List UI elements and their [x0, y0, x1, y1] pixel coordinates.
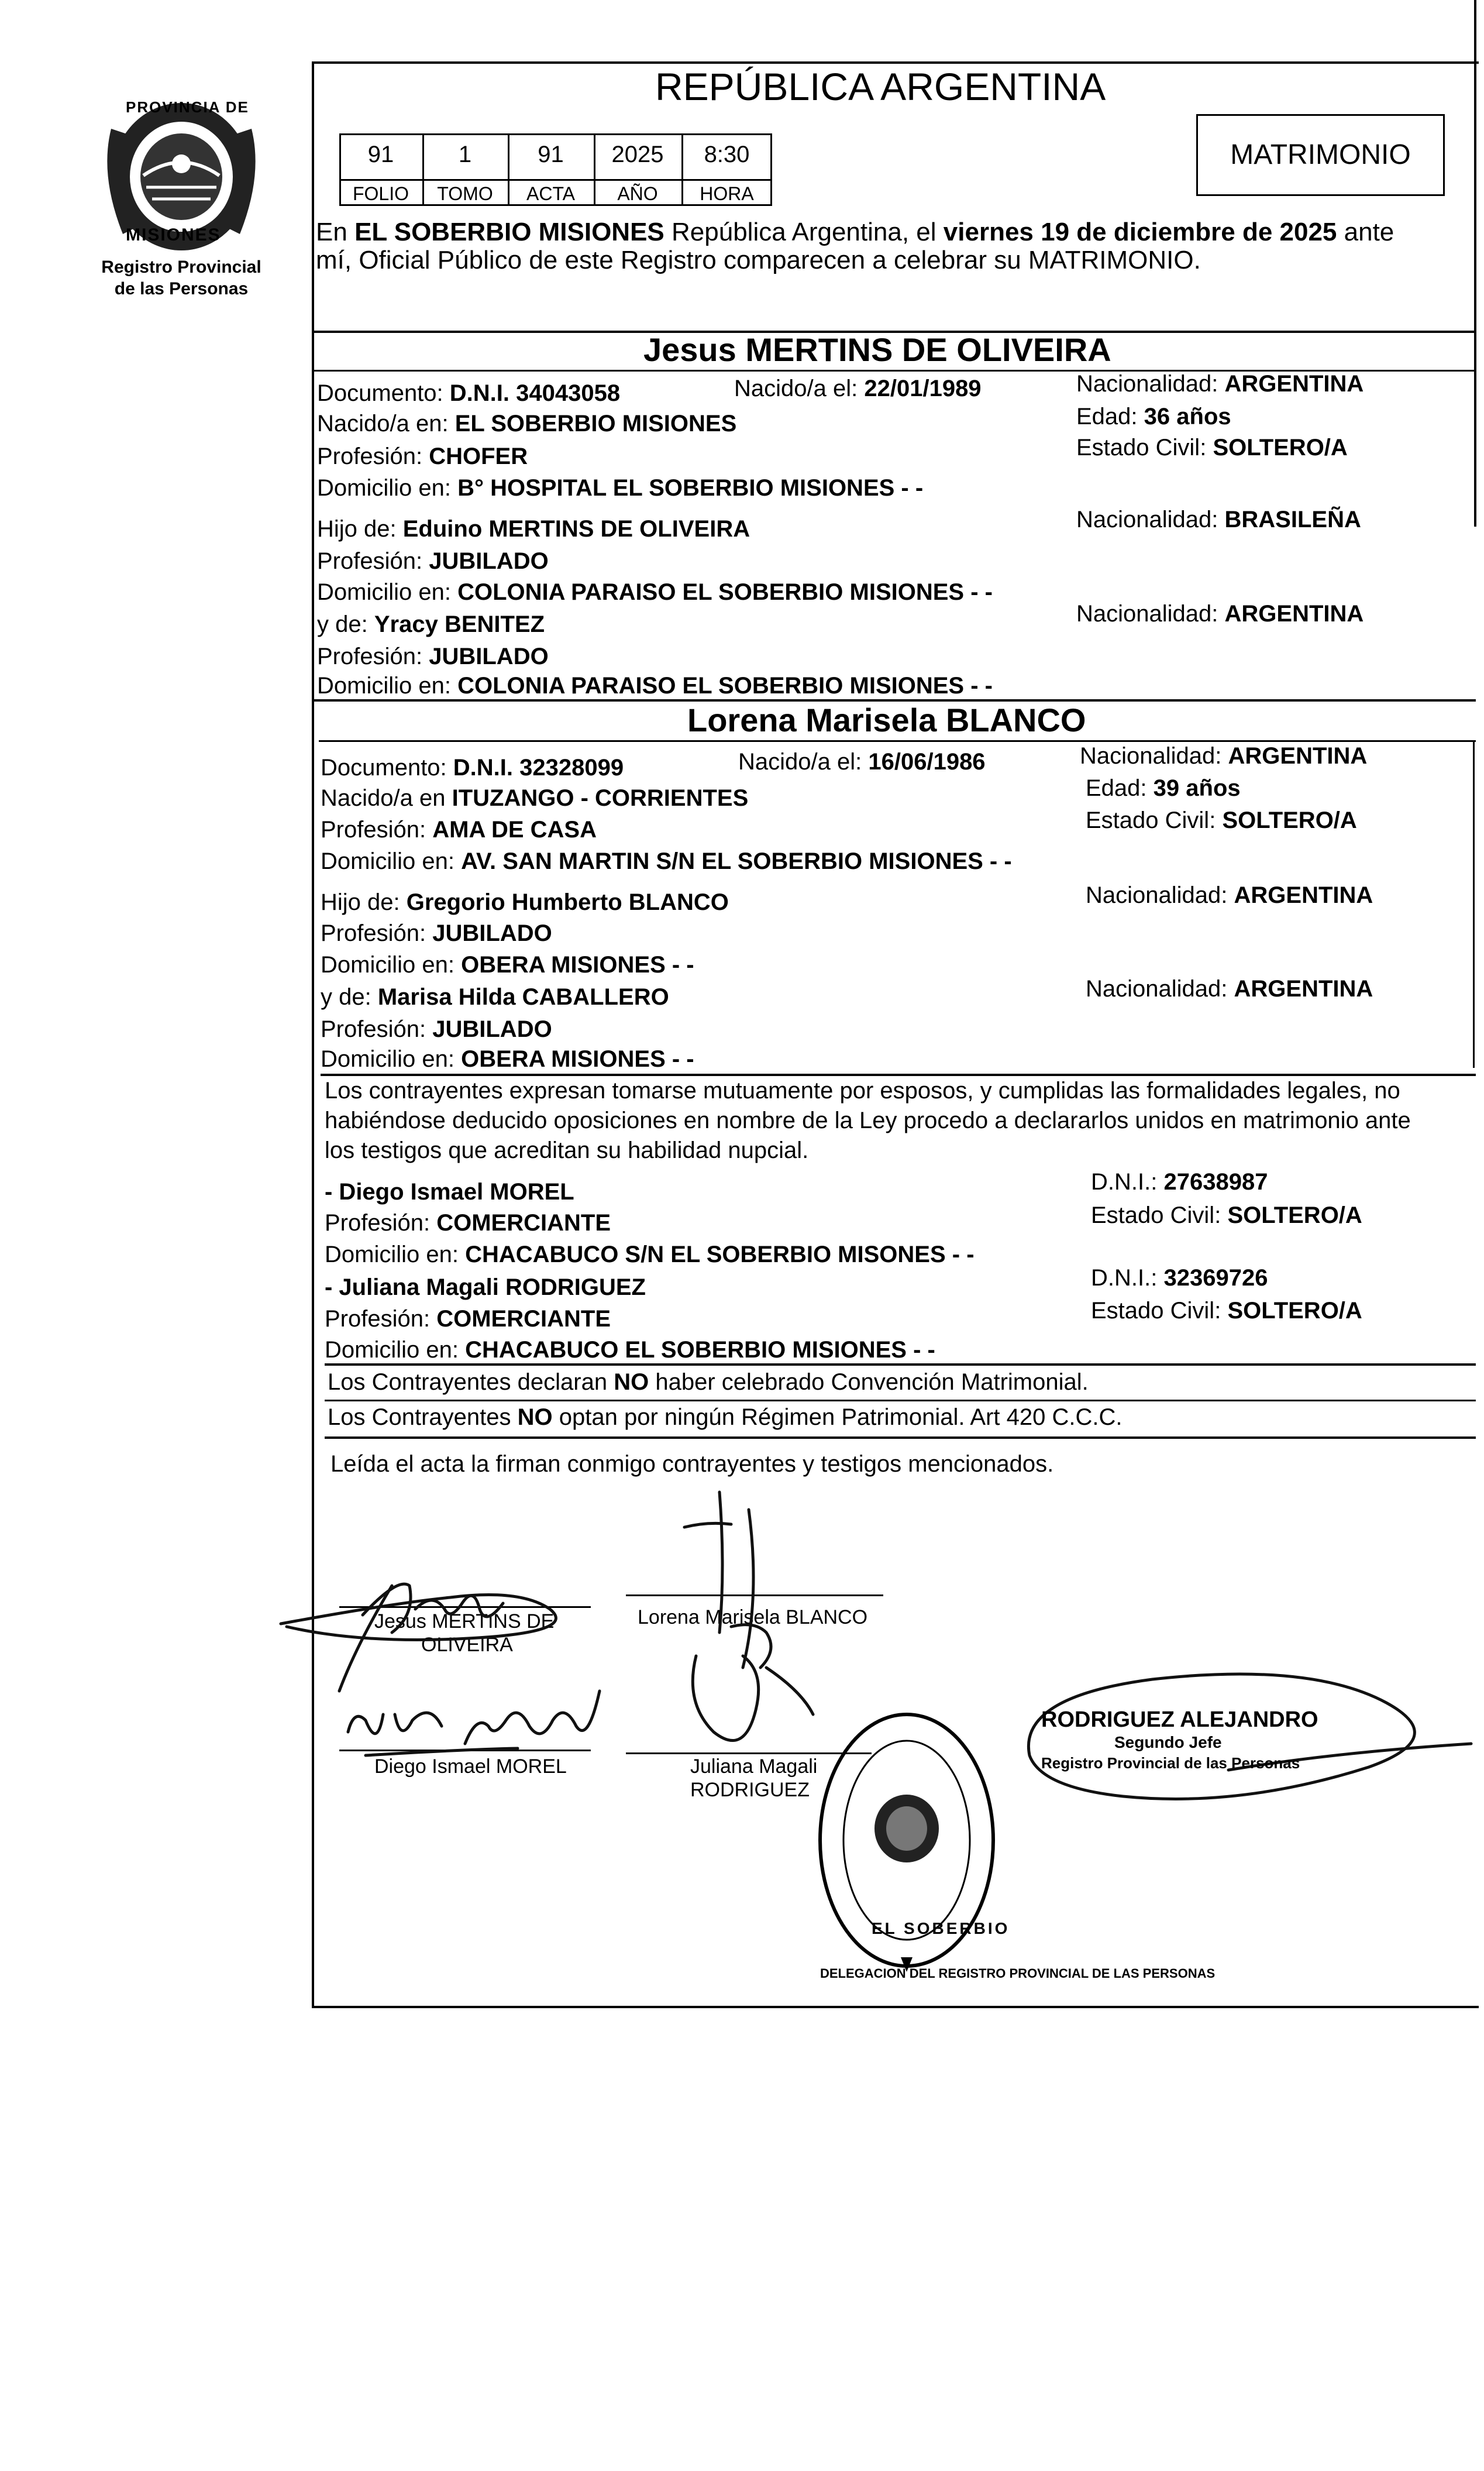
spouse2-father-domicilio: Domicilio en: OBERA MISIONES - - — [321, 952, 694, 978]
declaration-line-2: habiéndose deducido oposiciones en nombre de la Ley procedo a declararlos unidos en matrimonio ante — [325, 1108, 1411, 1133]
witness-2-estado-civil: Estado Civil: SOLTERO/A — [1091, 1298, 1362, 1324]
spouse2-nacionalidad: Nacionalidad: ARGENTINA — [1080, 743, 1368, 769]
signature-1-caption-1: Jesus MERTINS DE — [374, 1610, 555, 1633]
spouse2-father-profesion: Profesión: JUBILADO — [321, 920, 552, 946]
divider — [325, 1363, 1476, 1366]
spouse1-father: Hijo de: Eduino MERTINS DE OLIVEIRA — [317, 516, 750, 542]
logo-top-text: PROVINCIA DE — [126, 98, 249, 116]
intro-place: EL SOBERBIO MISIONES — [354, 218, 664, 246]
page-title: REPÚBLICA ARGENTINA — [655, 65, 1106, 108]
signature-3-handwriting — [342, 1679, 617, 1761]
logo-bottom-text: MISIONES — [126, 225, 221, 245]
logo-caption-1: Registro Provincial — [101, 257, 261, 277]
spouse1-mother-domicilio: Domicilio en: COLONIA PARAISO EL SOBERBIO MISIONES - - — [317, 673, 993, 699]
declaration-line-1: Los contrayentes expresan tomarse mutuamente por esposos, y cumplidas las formalidades legales, no — [325, 1078, 1400, 1104]
intro-line-2: mí, Oficial Público de este Registro comparecen a celebrar su MATRIMONIO. — [316, 246, 1201, 274]
signature-1-handwriting — [275, 1521, 602, 1697]
spouse1-domicilio: Domicilio en: B° HOSPITAL EL SOBERBIO MISIONES - - — [317, 475, 924, 501]
witness-2-profesion: Profesión: COMERCIANTE — [325, 1306, 611, 1332]
intro-line-1 — [316, 218, 1394, 247]
divider — [325, 1400, 1476, 1401]
spouse2-profesion: Profesión: AMA DE CASA — [321, 817, 597, 843]
acta-value: 91 — [538, 142, 564, 167]
divider — [321, 1074, 1476, 1076]
acta-label: ACTA — [526, 183, 575, 204]
official-signature-loop — [1006, 1650, 1474, 1826]
signature-4-caption-1: Juliana Magali — [690, 1755, 818, 1778]
spouse1-profesion: Profesión: CHOFER — [317, 444, 528, 469]
frame-right-border — [1473, 740, 1475, 1068]
convention-line-2: Los Contrayentes NO optan por ningún Régimen Patrimonial. Art 420 C.C.C. — [328, 1404, 1123, 1430]
spouse1-mother-profesion: Profesión: JUBILADO — [317, 644, 549, 669]
witness-1-domicilio: Domicilio en: CHACABUCO S/N EL SOBERBIO MISONES - - — [325, 1242, 975, 1267]
spouse2-mother-profesion: Profesión: JUBILADO — [321, 1016, 552, 1042]
seal-ring-text: DELEGACION DEL REGISTRO PROVINCIAL DE LAS PERSONAS — [820, 1966, 1216, 1981]
convention-line-1: Los Contrayentes declaran NO haber celebrado Convención Matrimonial. — [328, 1369, 1089, 1395]
frame-bottom-border — [312, 2006, 1479, 2008]
anio-value: 2025 — [611, 142, 664, 167]
declaration-line-3: los testigos que acreditan su habilidad nupcial. — [325, 1137, 809, 1163]
spouse1-edad: Edad: 36 años — [1076, 404, 1231, 429]
anio-label: AÑO — [617, 183, 658, 204]
spouse2-father-nacionalidad: Nacionalidad: ARGENTINA — [1086, 882, 1373, 908]
spouse1-nacionalidad: Nacionalidad: ARGENTINA — [1076, 371, 1364, 397]
spouse2-estado-civil: Estado Civil: SOLTERO/A — [1086, 807, 1357, 833]
signature-3-caption: Diego Ismael MOREL — [374, 1755, 567, 1778]
closing-text: Leída el acta la firman conmigo contrayentes y testigos mencionados. — [330, 1451, 1054, 1477]
folio-label: FOLIO — [352, 183, 409, 204]
intro-suffix: ante — [1344, 218, 1395, 246]
spouse2-nacido-en: Nacido/a en ITUZANGO - CORRIENTES — [321, 785, 749, 811]
spouse1-father-domicilio: Domicilio en: COLONIA PARAISO EL SOBERBIO MISIONES - - — [317, 579, 993, 605]
spouse1-nacido-el: Nacido/a el: 22/01/1989 — [734, 376, 982, 401]
official-role: Segundo Jefe — [1114, 1733, 1222, 1751]
spouse1-documento: Documento: D.N.I. 34043058 — [317, 380, 621, 406]
spouse2-nacido-el: Nacido/a el: 16/06/1986 — [738, 749, 986, 775]
logo-caption-2: de las Personas — [114, 279, 249, 298]
spouse2-domicilio: Domicilio en: AV. SAN MARTIN S/N EL SOBERBIO MISIONES - - — [321, 848, 1012, 874]
intro-middle: República Argentina, el — [672, 218, 936, 246]
intro-prefix: En — [316, 218, 347, 246]
witness-2-name: - Juliana Magali RODRIGUEZ — [325, 1274, 646, 1300]
official-org: Registro Provincial de las Personas — [1041, 1754, 1300, 1772]
signature-1-caption-2: OLIVEIRA — [421, 1634, 513, 1656]
tomo-label: TOMO — [437, 183, 493, 204]
spouse1-name: Jesus MERTINS DE OLIVEIRA — [643, 331, 1111, 368]
frame-right-border — [1474, 0, 1476, 527]
frame-left-border — [312, 61, 314, 2007]
witness-2-domicilio: Domicilio en: CHACABUCO EL SOBERBIO MISIONES - - — [325, 1337, 935, 1363]
tomo-value: 1 — [458, 142, 472, 167]
spouse1-nacido-en: Nacido/a en: EL SOBERBIO MISIONES — [317, 411, 737, 437]
spouse2-name: Lorena Marisela BLANCO — [687, 702, 1086, 738]
seal-inner-text: EL SOBERBIO — [872, 1919, 1010, 1937]
spouse1-father-profesion: Profesión: JUBILADO — [317, 548, 549, 574]
spouse2-father: Hijo de: Gregorio Humberto BLANCO — [321, 889, 729, 915]
spouse1-mother: y de: Yracy BENITEZ — [317, 611, 545, 637]
frame-top-border — [312, 61, 1479, 64]
hora-label: HORA — [700, 183, 754, 204]
doc-type: MATRIMONIO — [1230, 139, 1411, 170]
spouse2-mother-domicilio: Domicilio en: OBERA MISIONES - - — [321, 1046, 694, 1072]
spouse2-mother-nacionalidad: Nacionalidad: ARGENTINA — [1086, 976, 1373, 1002]
signature-4-caption-2: RODRIGUEZ — [690, 1779, 810, 1801]
spouse2-edad: Edad: 39 años — [1086, 775, 1241, 801]
spouse2-documento: Documento: D.N.I. 32328099 — [321, 755, 624, 781]
spouse1-estado-civil: Estado Civil: SOLTERO/A — [1076, 435, 1348, 460]
witness-2-dni: D.N.I.: 32369726 — [1091, 1265, 1268, 1291]
divider — [325, 1436, 1476, 1439]
intro-date: viernes 19 de diciembre de 2025 — [943, 218, 1337, 246]
folio-value: 91 — [367, 142, 394, 167]
hora-value: 8:30 — [704, 142, 750, 167]
witness-1-dni: D.N.I.: 27638987 — [1091, 1169, 1268, 1195]
spouse1-mother-nacionalidad: Nacionalidad: ARGENTINA — [1076, 601, 1364, 627]
signature-2-caption: Lorena Marisela BLANCO — [638, 1606, 868, 1628]
divider — [319, 740, 1476, 742]
witness-1-estado-civil: Estado Civil: SOLTERO/A — [1091, 1202, 1362, 1228]
witness-1-name: - Diego Ismael MOREL — [325, 1179, 574, 1205]
witness-1-profesion: Profesión: COMERCIANTE — [325, 1210, 611, 1236]
spouse1-father-nacionalidad: Nacionalidad: BRASILEÑA — [1076, 507, 1361, 532]
official-name: RODRIGUEZ ALEJANDRO — [1041, 1707, 1318, 1732]
spouse2-mother: y de: Marisa Hilda CABALLERO — [321, 984, 669, 1010]
